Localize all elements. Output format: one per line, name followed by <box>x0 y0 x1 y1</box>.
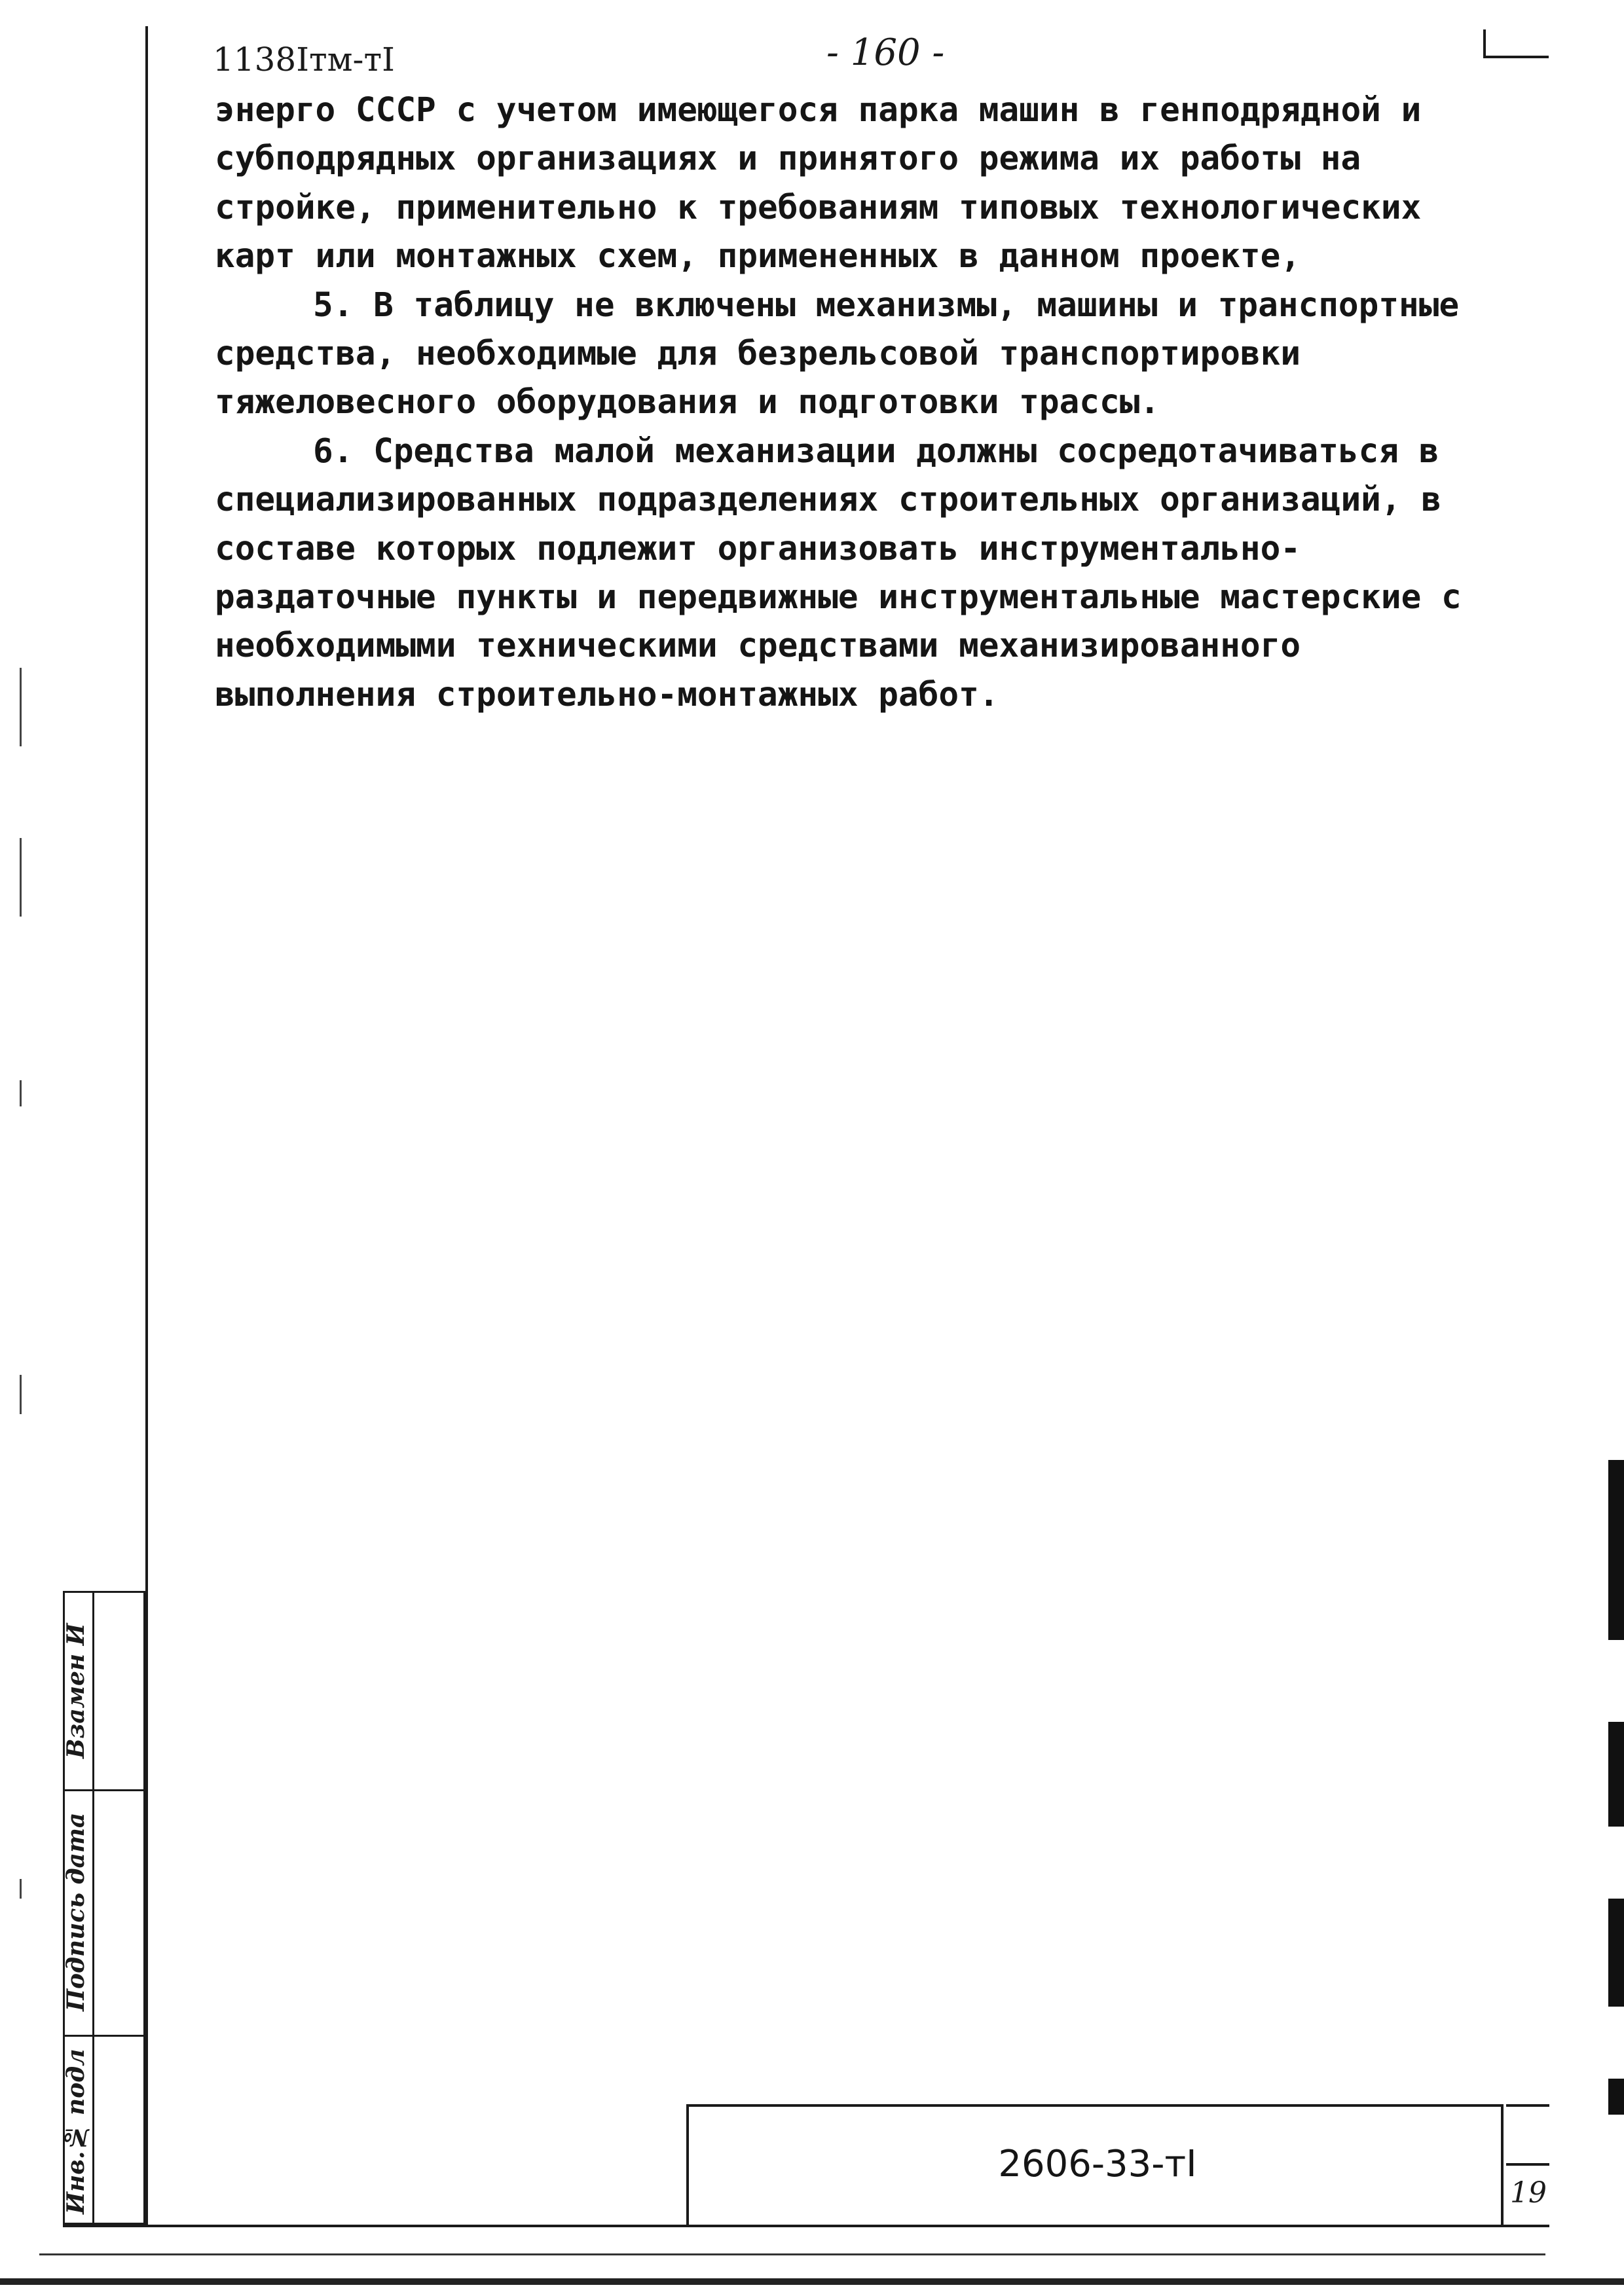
margin-scan-tick <box>20 668 22 746</box>
sheet-number-cell <box>1506 2104 1549 2226</box>
margin-scan-tick <box>20 1080 22 1106</box>
stamp-label-signature-date: Подпись дата <box>62 1812 90 2012</box>
header-page-number: - 160 - <box>826 31 945 74</box>
scan-edge-mark <box>1608 1899 1624 2007</box>
stamp-row-divider <box>65 1789 143 1791</box>
frame-left-border <box>145 26 148 2226</box>
scan-edge-mark <box>1608 2079 1624 2115</box>
stamp-column-divider <box>92 1593 94 2223</box>
bottom-scan-rule <box>39 2253 1545 2255</box>
sheet-cell-divider <box>1506 2163 1549 2166</box>
header-doc-code: 1138Iтм-тI <box>213 41 395 79</box>
title-block-code: 2606-33-тI <box>998 2143 1197 2185</box>
margin-scan-tick <box>20 838 22 917</box>
paragraph-item-5: 5. В таблицу не включены механизмы, машины и транспортные средства, необходимые для безрельсовой транспортировки тяжеловесного оборудования и подготовки трассы. <box>215 285 1460 422</box>
stamp-label-inventory: Инв.№ подл <box>62 2049 90 2214</box>
scan-edge-mark <box>1608 1460 1624 1640</box>
scan-edge-mark <box>1608 1722 1624 1827</box>
sheet-number: 19 <box>1510 2176 1547 2210</box>
title-block <box>686 2104 1549 2226</box>
margin-scan-tick <box>20 1375 22 1414</box>
bottom-scan-edge <box>0 2278 1624 2285</box>
paragraph-item-6: 6. Средства малой механизации должны сосредотачиваться в специализированных подразделениях строительных организаций, в составе которых подлежит организовать инструментально-раздаточные пункты и передвижные инструментальные мастерские с необходимыми техническими средствами механизированного выполнения строительно-монтажных работ. <box>215 431 1462 714</box>
margin-scan-tick <box>20 1879 22 1899</box>
sheet-cell-top-line <box>1506 2104 1549 2107</box>
paragraph-continuation: энерго СССР с учетом имеющегося парка машин в генподрядной и субподрядных организациях и принятого режима их работы на стройке, применительно к требованиям типовых технологических карт или монтажных схем, примененных в данном проекте, <box>215 91 1422 276</box>
stamp-row-divider <box>65 2035 143 2037</box>
side-stamp-table <box>63 1591 145 2225</box>
corner-mark <box>1483 29 1549 58</box>
body-text <box>215 86 1511 720</box>
title-block-box <box>686 2104 1504 2226</box>
stamp-label-replaced: Взамен И <box>62 1623 90 1759</box>
